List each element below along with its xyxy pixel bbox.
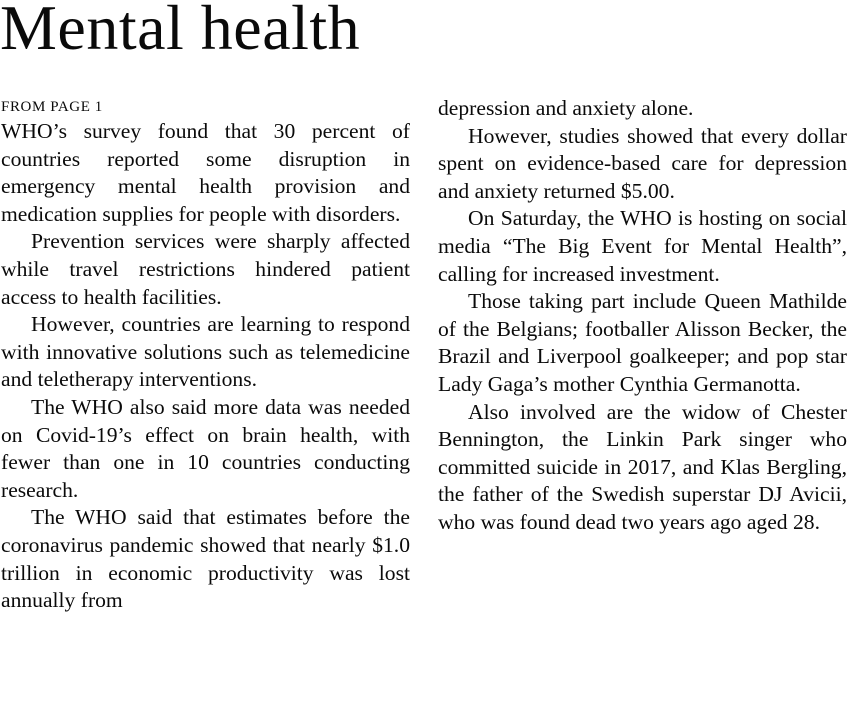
paragraph: However, countries are learning to respond with innovative solutions such as telemedicine and teletherapy interventions. [1,312,410,392]
paragraph: The WHO said that estimates before the coronavirus pandemic showed that nearly $1.0 trillion in economic productivity was lost annually from [1,505,410,613]
article-column-right [438,95,847,537]
paragraph: WHO’s survey found that 30 percent of countries reported some disruption in emergency mental health provision and medication supplies for people with disorders. [1,119,410,226]
headline: Mental health [0,0,361,63]
continuation-kicker: FROM PAGE 1 [1,99,103,115]
paragraph: However, studies showed that every dollar spent on evidence-based care for depression and anxiety returned $5.00. [438,123,847,203]
paragraph: Also involved are the widow of Chester Bennington, the Linkin Park singer who committed suicide in 2017, and Klas Bergling, the father of the Swedish superstar DJ Avicii, who was found dead two years ago aged 28. [438,399,847,534]
paragraph: Those taking part include Queen Mathilde of the Belgians; footballer Alisson Becker, the Brazil and Liverpool goalkeeper; and pop star Lady Gaga’s mother Cynthia Germanotta. [438,289,847,396]
paragraph: Prevention services were sharply affected while travel restrictions hindered patient access to health facilities. [1,229,410,309]
paragraph: depression and anxiety alone. [438,96,694,120]
paragraph: The WHO also said more data was needed on Covid-19’s effect on brain health, with fewer than one in 10 countries conducting research. [1,394,410,502]
paragraph: On Saturday, the WHO is hosting on social media “The Big Event for Mental Health”, calling for increased investment. [438,206,847,286]
article-column-left [1,98,410,615]
